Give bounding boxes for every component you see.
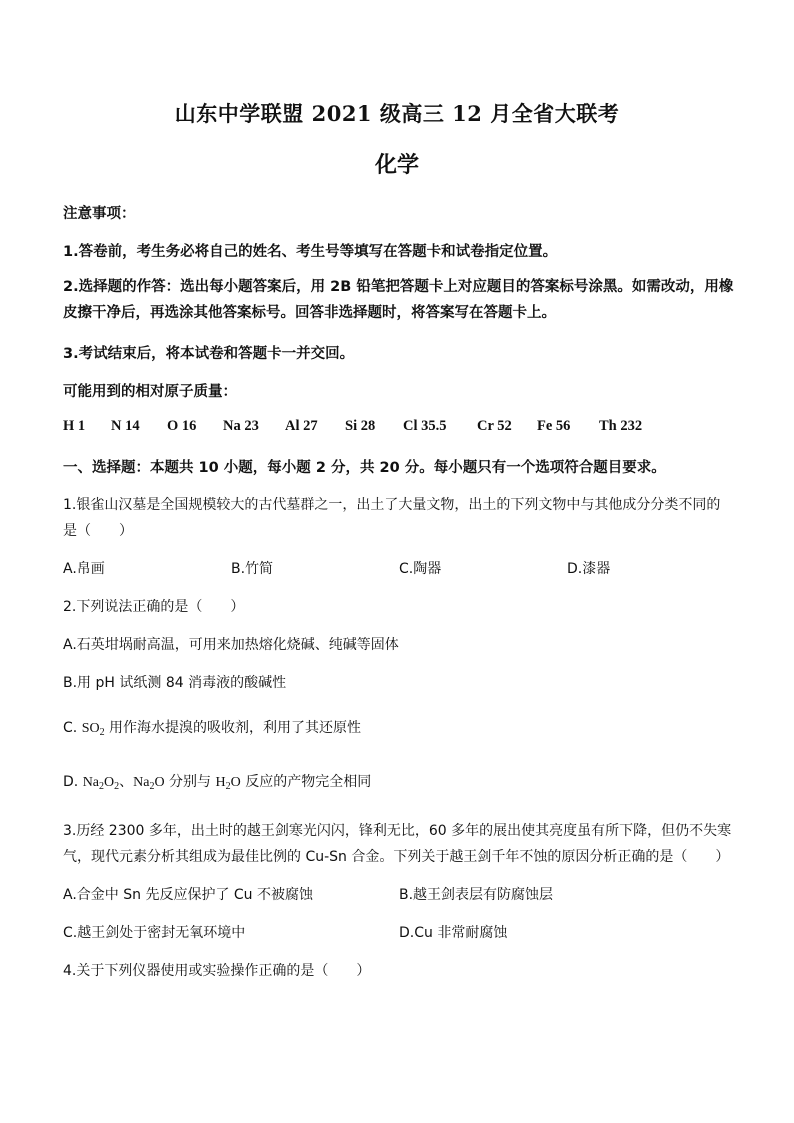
formula-text: O <box>154 775 165 790</box>
option-text: 用作海水提溴的吸收剂，利用了其还原性 <box>104 720 362 736</box>
notes-item-3: 3.考试结束后，将本试卷和答题卡一并交回。 <box>63 346 355 362</box>
option-text: 反应的产物完全相同 <box>240 774 372 790</box>
q3-option-a: A.合金中 Sn 先反应保护了 Cu 不被腐蚀 <box>63 887 313 903</box>
chemical-formula <box>216 775 241 790</box>
option-text: 分别与 <box>164 774 216 790</box>
atomic-mass-item: Cl 35.5 <box>403 418 447 434</box>
q1-option-a: A.帛画 <box>63 561 105 577</box>
chemical-formula <box>83 775 119 790</box>
q2-stem: 2.下列说法正确的是（ ） <box>63 599 245 615</box>
formula-text: Na <box>82 775 100 790</box>
separator: 、 <box>119 774 134 790</box>
q2-option-a: A.石英坩埚耐高温，可用来加热熔化烧碱、纯碱等固体 <box>63 637 399 653</box>
atomic-mass-item: Al 27 <box>285 418 318 434</box>
section-1-heading: 一、选择题：本题共 10 小题，每小题 2 分，共 20 分。每小题只有一个选项符合题目要求。 <box>63 460 666 476</box>
q1-option-c: C.陶器 <box>399 561 442 577</box>
formula-text: H <box>215 775 226 790</box>
chemical-formula <box>82 721 105 736</box>
formula-text: Na <box>133 775 150 790</box>
option-letter: D. <box>63 774 83 790</box>
atomic-mass-item: H 1 <box>63 418 86 434</box>
atomic-mass-item: O 16 <box>167 418 197 434</box>
notes-item-1: 1.答卷前，考生务必将自己的姓名、考生号等填写在答题卡和试卷指定位置。 <box>63 244 558 260</box>
q1-option-b: B.竹简 <box>231 561 274 577</box>
atomic-mass-item: Si 28 <box>345 418 376 434</box>
q3-option-d: D.Cu 非常耐腐蚀 <box>399 925 508 941</box>
subject-title: 化学 <box>374 152 419 178</box>
q3-option-b: B.越王剑表层有防腐蚀层 <box>399 887 554 903</box>
formula-subscript: 2 <box>99 781 105 792</box>
formula-subscript: 2 <box>99 727 105 738</box>
atomic-mass-item: N 14 <box>111 418 140 434</box>
q3-options-row-1 <box>63 884 743 904</box>
atomic-mass-item: Na 23 <box>223 418 259 434</box>
notes-heading: 注意事项： <box>63 206 136 222</box>
q3-option-c: C.越王剑处于密封无氧环境中 <box>63 925 246 941</box>
q3-stem-line-2: 气，现代元素分析其组成为最佳比例的 Cu-Sn 合金。下列关于越王剑千年不蚀的原因分析正确的是（ ） <box>63 849 730 865</box>
formula-subscript: 2 <box>149 781 155 792</box>
q2-option-d <box>63 771 371 792</box>
q2-option-c <box>63 717 361 738</box>
q3-options-row-2 <box>63 922 743 942</box>
q1-stem-line-1: 1.银雀山汉墓是全国规模较大的古代墓群之一，出土了大量文物，出土的下列文物中与其他成分分类不同的 <box>63 497 721 513</box>
option-letter: C. <box>63 720 82 736</box>
exam-title: 山东中学联盟 2021 级高三 12 月全省大联考 <box>174 101 620 126</box>
formula-subscript: 2 <box>225 781 231 792</box>
q3-stem-line-1: 3.历经 2300 多年，出土时的越王剑寒光闪闪，锋利无比，60 多年的展出使其亮度虽有所下降，但仍不失寒 <box>63 823 732 839</box>
atomic-mass-item: Th 232 <box>599 418 643 434</box>
formula-subscript: 2 <box>114 781 120 792</box>
atomic-mass-item: Cr 52 <box>477 418 512 434</box>
atomic-mass-heading: 可能用到的相对原子质量： <box>63 384 237 400</box>
q1-option-d: D.漆器 <box>567 561 611 577</box>
notes-item-2: 2.选择题的作答：选出每小题答案后，用 2B 铅笔把答题卡上对应题目的答案标号涂黑。如需改动，用橡皮擦干净后，再选涂其他答案标号。回答非选择题时，将答案写在答题卡上。 <box>63 279 734 321</box>
q1-options <box>63 558 743 578</box>
formula-text: O <box>230 775 241 790</box>
formula-text: O <box>104 775 115 790</box>
atomic-mass-list <box>63 418 743 435</box>
atomic-mass-item: Fe 56 <box>537 418 571 434</box>
q1-stem-line-2: 是（ ） <box>63 523 133 539</box>
chemical-formula <box>133 775 164 790</box>
q2-option-b: B.用 pH 试纸测 84 消毒液的酸碱性 <box>63 675 287 691</box>
q4-stem: 4.关于下列仪器使用或实验操作正确的是（ ） <box>63 963 371 979</box>
formula-text: SO <box>81 721 100 736</box>
